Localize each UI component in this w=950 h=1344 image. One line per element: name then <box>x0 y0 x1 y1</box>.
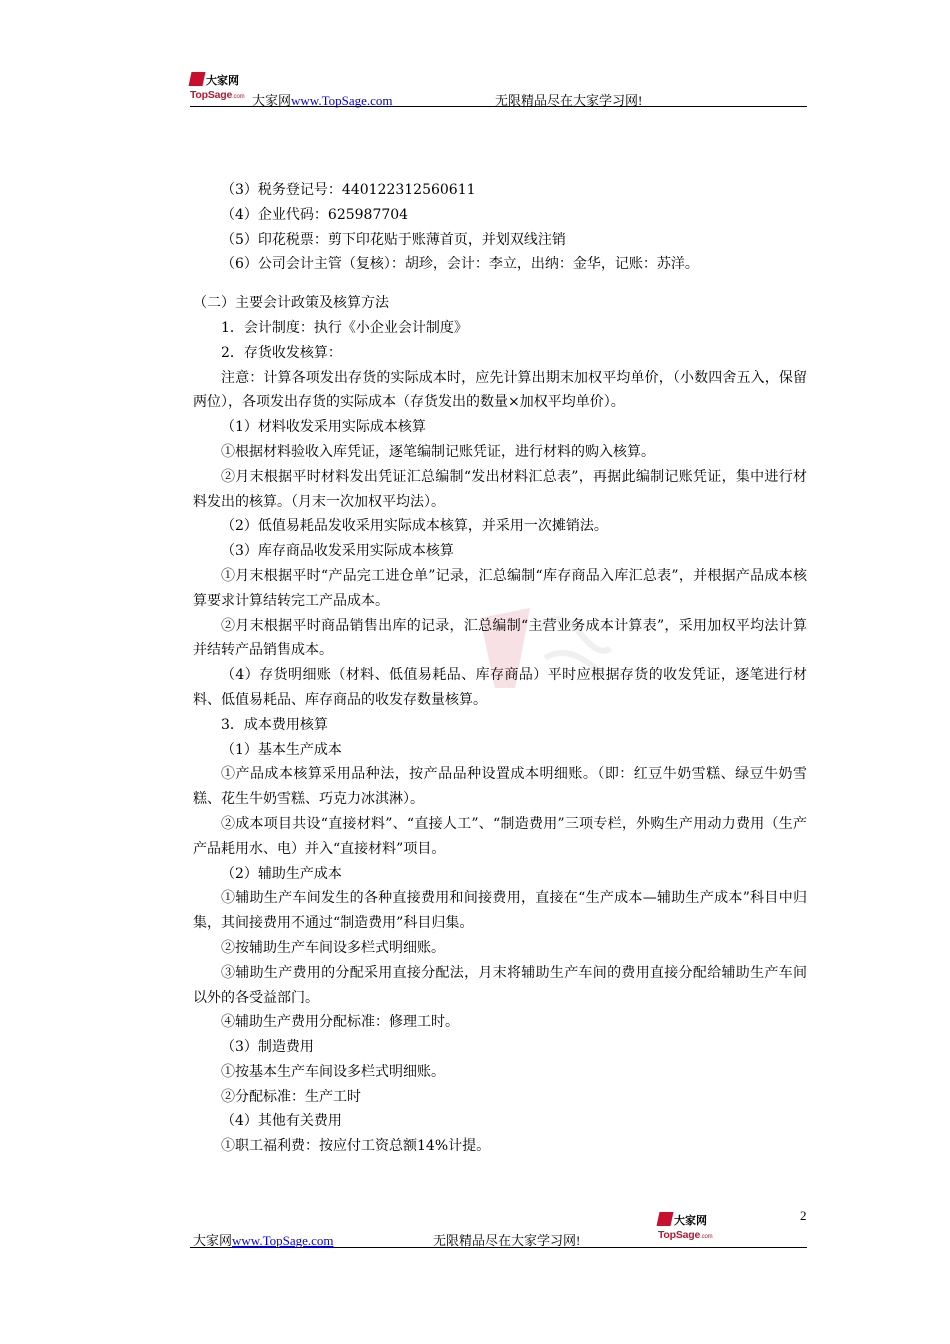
header-logo <box>190 70 244 101</box>
text-line: ②分配标准：生产工时 <box>221 1088 361 1105</box>
footer-logo <box>658 1210 712 1241</box>
header-slogan: 无限精品尽在大家学习网! <box>495 93 643 108</box>
text-line: （1）材料收发采用实际成本核算 <box>221 419 426 436</box>
logo-en-main: TopSage <box>190 89 233 101</box>
text-line: （6）公司会计主管（复核）：胡珍，会计：李立，出纳：金华，记账：苏洋。 <box>221 256 699 273</box>
text-paragraph: ①产品成本核算采用品种法，按产品品种设置成本明细账。（即：红豆牛奶雪糕、绿豆牛奶雪糕、花生牛奶雪糕、巧克力冰淇淋）。 <box>193 766 807 808</box>
text-paragraph: ①月末根据平时“产品完工进仓单”记录，汇总编制“库存商品入库汇总表”，并根据产品成本核算要求计算结转完工产品成本。 <box>193 567 807 609</box>
text-line: ①根据材料验收入库凭证，逐笔编制记账凭证，进行材料的购入核算。 <box>221 443 655 460</box>
text-line: ①职工福利费：按应付工资总额14%计提。 <box>221 1138 491 1155</box>
text-paragraph: ③辅助生产费用的分配采用直接分配法，月末将辅助生产车间的费用直接分配给辅助生产车间以外的各受益部门。 <box>193 964 807 1006</box>
header-rule <box>190 106 807 107</box>
text-line: ①按基本生产车间设多栏式明细账。 <box>221 1063 445 1080</box>
logo-cn-text: 大家网 <box>206 74 239 87</box>
text-line: （4）其他有关费用 <box>221 1113 342 1130</box>
text-line: 3．成本费用核算 <box>221 716 328 733</box>
text-line: 2．存货收发核算： <box>221 344 342 361</box>
header-site-name: 大家网 <box>252 93 292 108</box>
text-paragraph: 注意：计算各项发出存货的实际成本时，应先计算出期末加权平均单价，（小数四舍五入，保留两位），各项发出存货的实际成本（存货发出的数量×加权平均单价）。 <box>193 369 807 411</box>
logo-en-text <box>190 89 244 101</box>
logo-en-text <box>658 1229 712 1241</box>
text-line: （1）基本生产成本 <box>221 741 342 758</box>
section-heading: （二）主要会计政策及核算方法 <box>193 295 389 312</box>
text-paragraph: ①辅助生产车间发生的各种直接费用和间接费用，直接在“生产成本—辅助生产成本”科目中归集，其间接费用不通过“制造费用”科目归集。 <box>193 890 807 932</box>
page-number: 2 <box>800 1208 807 1223</box>
text-line: ④辅助生产费用分配标准：修理工时。 <box>221 1014 459 1031</box>
text-line: （3）制造费用 <box>221 1039 314 1056</box>
text-line: ②按辅助生产车间设多栏式明细账。 <box>221 939 445 956</box>
footer-site-name: 大家网 <box>193 1233 233 1248</box>
text-line: （2）辅助生产成本 <box>221 865 342 882</box>
text-line: （3）税务登记号：440122312560611 <box>221 182 476 198</box>
text-paragraph: （4）存货明细账（材料、低值易耗品、库存商品）平时应根据存货的收发凭证，逐笔进行材料、低值易耗品、库存商品的收发存数量核算。 <box>193 667 807 708</box>
text-paragraph: ②成本项目共设“直接材料”、“直接人工”、“制造费用”三项专栏，外购生产用动力费用（生产产品耗用水、电）并入“直接材料”项目。 <box>193 815 807 857</box>
text-paragraph: ②月末根据平时商品销售出库的记录，汇总编制“主营业务成本计算表”，采用加权平均法计算并结转产品销售成本。 <box>193 617 807 659</box>
text-line: （2）低值易耗品发收采用实际成本核算，并采用一次摊销法。 <box>221 518 608 535</box>
logo-mark-icon <box>189 72 206 86</box>
text-paragraph: ②月末根据平时材料发出凭证汇总编制“发出材料汇总表”，再据此编制记账凭证，集中进行材料发出的核算。（月末一次加权平均法）。 <box>193 468 807 510</box>
footer-rule <box>190 1247 807 1248</box>
logo-en-main: TopSage <box>658 1229 701 1241</box>
logo-cn-text: 大家网 <box>674 1214 707 1227</box>
text-line: 1．会计制度：执行《小企业会计制度》 <box>221 319 468 336</box>
text-line: （4）企业代码：625987704 <box>221 206 409 223</box>
header-site-link[interactable]: www.TopSage.com <box>291 93 393 108</box>
logo-en-suffix: .com <box>232 94 245 100</box>
text-line: （3）库存商品收发采用实际成本核算 <box>221 543 454 560</box>
footer-slogan: 无限精品尽在大家学习网! <box>433 1233 581 1248</box>
footer-site-link[interactable]: www.TopSage.com <box>232 1233 334 1248</box>
logo-mark-icon <box>657 1212 674 1226</box>
document-body <box>193 178 807 1159</box>
logo-en-suffix: .com <box>700 1234 713 1240</box>
text-line: （5）印花税票：剪下印花贴于账薄首页，并划双线注销 <box>221 231 566 248</box>
